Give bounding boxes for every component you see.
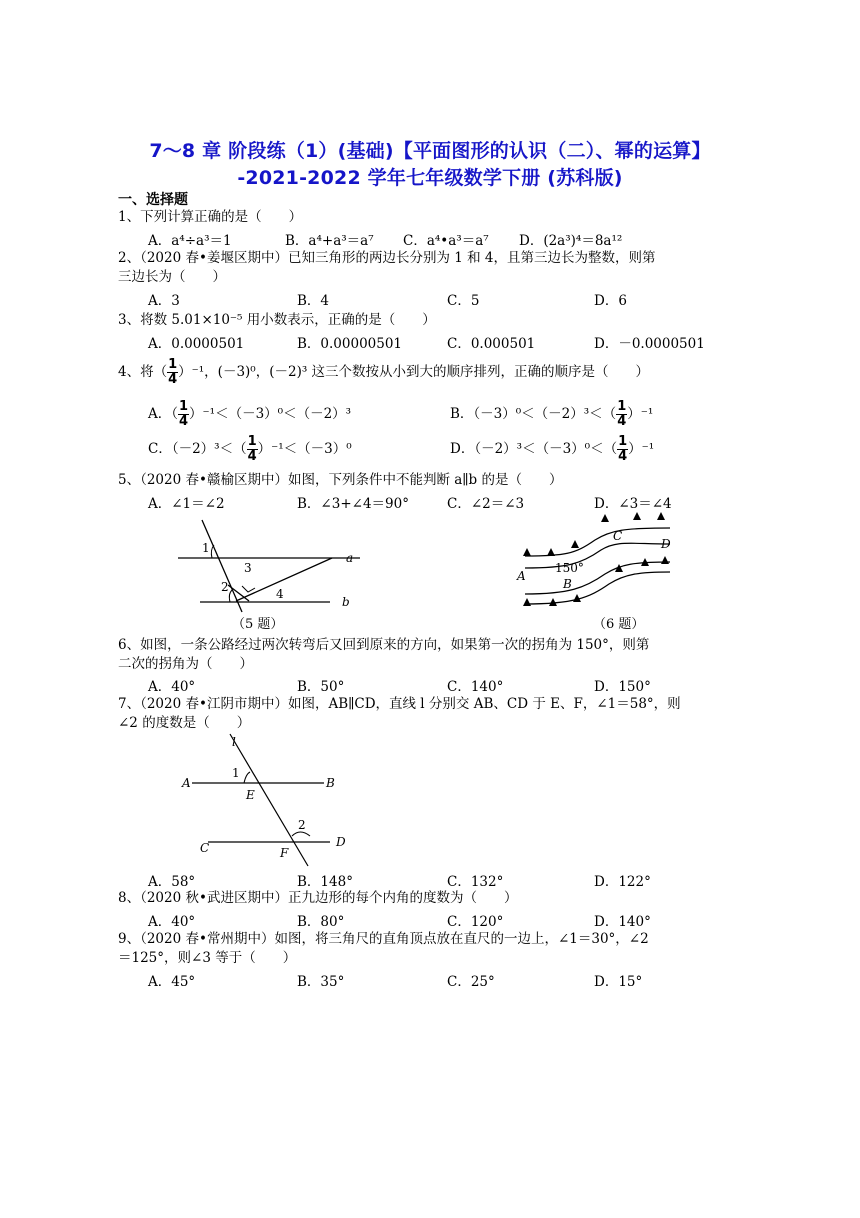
q6-option-b: B．50° [297,679,345,695]
q9-option-c: C．25° [447,974,495,990]
fig5-label-2: 2 [221,580,229,594]
question-9: 9、（2020 春•常州期中）如图，将三角尺的直角顶点放在直尺的一边上，∠1＝30°，∠2 ＝125°，则∠3 等于（ ） [118,931,649,966]
question-6: 6、如图，一条公路经过两次转弯后又回到原来的方向，如果第一次的拐角为 150°，则第 二次的拐角为（ ） [118,637,650,672]
fig5-label-a: a [346,551,354,565]
q6-option-a: A．40° [148,679,196,695]
figure-7 [180,732,360,872]
fig5-label-4: 4 [276,587,284,601]
q3-option-b: B．0.00000501 [297,336,403,352]
q3-option-a: A．0.0000501 [148,336,245,352]
q6-option-c: C．140° [447,679,504,695]
q4-option-b: B．（－3）⁰＜（－2）³＜（ $\frac{1}{4}$ ）⁻¹ [450,399,654,429]
title-line-2: -2021-2022 学年七年级数学下册 (苏科版) [237,167,623,189]
q5-option-a: A．∠1＝∠2 [148,496,225,512]
q2-option-c: C．5 [447,293,480,309]
question-8: 8、（2020 秋•武进区期中）正九边形的每个内角的度数为（ ） [118,890,518,906]
question-1: 1、下列计算正确的是（ ） [118,209,303,225]
q3-option-c: C．0.000501 [447,336,536,352]
question-2: 2、（2020 春•姜堰区期中）已知三角形的两边长分别为 1 和 4，且第三边长为整数，则第 三边长为（ ） [118,250,656,285]
fig5-caption: （5 题） [232,617,284,632]
fig7-label-d: D [336,835,346,849]
q4-option-c: C．（－2）³＜（ $\frac{1}{4}$ ）⁻¹＜（－3）⁰ [148,434,352,464]
figure-6 [515,510,685,610]
fig7-label-2: 2 [298,818,306,832]
fig6-label-c: C [613,529,623,543]
question-5: 5、（2020 春•赣榆区期中）如图，下列条件中不能判断 a∥b 的是（ ） [118,472,563,488]
q7-option-b: B．148° [297,874,353,890]
question-7: 7、（2020 春•江阴市期中）如图，AB∥CD，直线 l 分别交 AB、CD 于 E、F，∠1＝58°，则 ∠2 的度数是（ ） [118,696,681,731]
q8-option-b: B．80° [297,914,345,930]
question-3: 3、将数 5.01×10⁻⁵ 用小数表示，正确的是（ ） [118,312,436,328]
q1-option-b: B．a⁴+a³＝a⁷ [285,233,374,249]
fig6-label-angle: 150° [555,561,584,575]
fig7-label-e: E [246,788,255,802]
section-heading: 一、选择题 [118,192,188,208]
q9-option-a: A．45° [148,974,196,990]
fraction: $\frac{1}{4}$ [168,357,178,387]
q1-option-d: D．(2a³)⁴＝8a¹² [519,233,623,249]
fig7-label-f: F [280,846,289,860]
q5-option-c: C．∠2＝∠3 [447,496,525,512]
q4-option-a: A．（ $\frac{1}{4}$ ）⁻¹＜（－3）⁰＜（－2）³ [148,399,352,429]
question-4: 4、将（ $\frac{1}{4}$ ）⁻¹，(－3)⁰，(－2)³ 这三个数按从小到大的顺序排列，正确的顺序是（ ） [118,357,650,387]
q7-option-c: C．132° [447,874,504,890]
q8-option-a: A．40° [148,914,196,930]
q6-option-d: D．150° [594,679,651,695]
fig6-caption: （6 题） [593,617,645,632]
fig5-label-b: b [342,595,350,609]
q1-option-a: A．a⁴÷a³＝1 [148,233,232,249]
q8-option-d: D．140° [594,914,651,930]
q8-option-c: C．120° [447,914,504,930]
q2-option-d: D．6 [594,293,627,309]
fig5-label-3: 3 [244,561,252,575]
q9-option-d: D．15° [594,974,643,990]
title-line-1: 7～8 章 阶段练（1）(基础)【平面图形的认识（二）、幂的运算】 [149,140,711,162]
fig6-label-d: D [661,537,671,551]
q2-option-b: B．4 [297,293,330,309]
fig6-label-a: A [517,569,526,583]
q2-option-a: A．3 [148,293,180,309]
q4-option-d: D．（－2）³＜（－3）⁰＜（ $\frac{1}{4}$ ）⁻¹ [450,434,655,464]
fig6-label-b: B [563,577,572,591]
fig7-label-l: l [232,735,236,749]
q1-option-c: C．a⁴•a³＝a⁷ [403,233,489,249]
q3-option-d: D．－0.0000501 [594,336,705,352]
fig5-label-1: 1 [202,541,210,555]
fig7-label-a: A [182,776,191,790]
q7-option-a: A．58° [148,874,196,890]
q5-option-b: B．∠3+∠4＝90° [297,496,409,512]
q7-option-d: D．122° [594,874,651,890]
fig7-label-1: 1 [232,766,240,780]
figure-5 [170,512,370,612]
fig7-label-b: B [326,776,335,790]
q9-option-b: B．35° [297,974,345,990]
q5-option-d: D．∠3＝∠4 [594,496,672,512]
fig7-label-c: C [200,841,210,855]
